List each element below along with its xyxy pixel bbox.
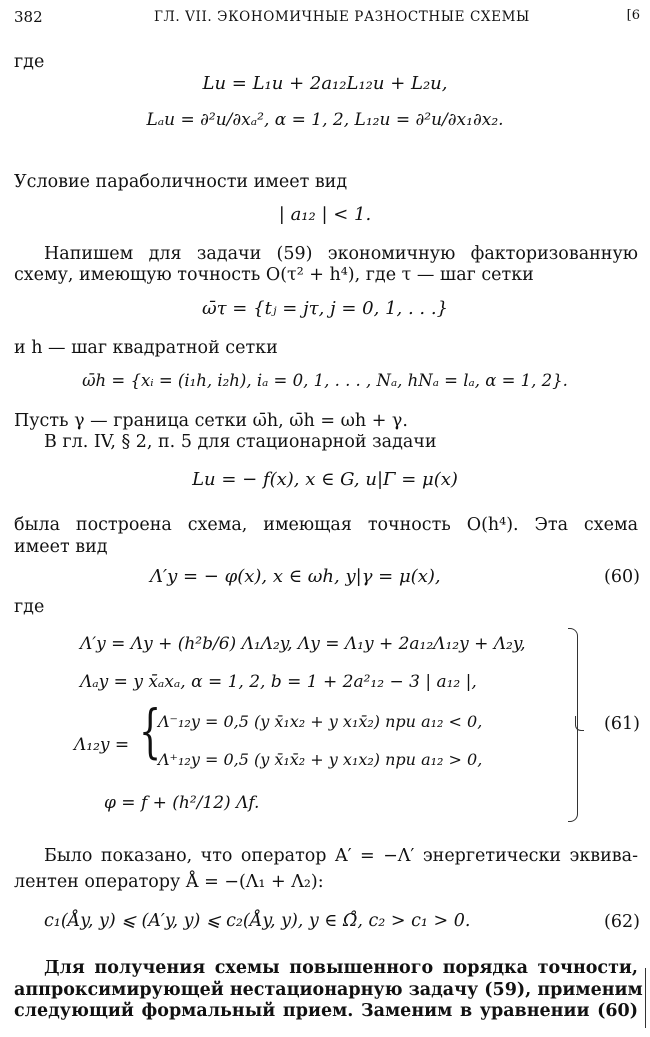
text-line: Пусть γ — граница сетки ω̄h, ω̄h = ωh + γ. [14,411,408,431]
text-line: имеет вид [14,537,108,557]
formula: Lₐu = ∂²u/∂xₐ², α = 1, 2, L₁₂u = ∂²u/∂x₁∂x₂. [146,110,504,130]
running-head: ГЛ. VII. ЭКОНОМИЧНЫЕ РАЗНОСТНЫЕ СХЕМЫ [154,9,530,25]
text-line: схему, имеющую точность O(τ² + h⁴), где τ — шаг сетки [14,265,534,285]
formula: ω̄τ = {tⱼ = jτ, j = 0, 1, . . .} [201,298,449,319]
equation-number: (62) [604,912,640,932]
page-number: 382 [14,8,43,26]
formula: Λ⁺₁₂y = 0,5 (y x̄₁x̄₂ + y x₁x₂) при a₁₂ > 0, [158,750,483,769]
formula: Λₐy = y x̄ₐxₐ, α = 1, 2, b = 1 + 2a²₁₂ − 3 | a₁₂ |, [80,672,477,692]
text-line: и h — шаг квадратной сетки [14,338,278,358]
formula: Λ′y = Λy + (h²b/6) Λ₁Λ₂y, Λy = Λ₁y + 2a₁₂Λ₁₂y + Λ₂y, [80,634,526,654]
equation-number: (61) [604,714,640,734]
text-line: где [14,52,45,72]
text-line: была построена схема, имеющая точность O(h⁴). Эта схема [14,515,638,535]
text-line: где [14,597,45,617]
formula: c₁(Åy, y) ⩽ (A′y, y) ⩽ c₂(Åy, y), y ∈ Ω̊, c₂ > c₁ > 0. [44,911,471,931]
right-brace-tip [575,716,584,731]
text-line: аппроксимирующей нестационарную задачу (59), применим [14,980,643,1000]
formula: φ = f + (h²/12) Λf. [104,793,260,813]
text-line: Было показано, что оператор A′ = −Λ′ энергетически эквива- [44,846,638,866]
margin-line [645,968,646,1028]
formula: Lu = L₁u + 2a₁₂L₁₂u + L₂u, [202,73,448,94]
formula: | a₁₂ | < 1. [278,204,372,225]
text-line: лентен оператору Å = −(Λ₁ + Λ₂): [14,872,324,892]
left-brace: { [139,697,162,765]
formula: Λ⁻₁₂y = 0,5 (y x̄₁x₂ + y x₁x̄₂) при a₁₂ < 0, [158,712,483,731]
formula: Λ₁₂y = [74,735,130,755]
text-line: Напишем для задачи (59) экономичную факторизованную [44,244,638,264]
formula: Λ′y = − φ(x), x ∈ ωh, y|γ = μ(x), [150,566,441,587]
equation-number: (60) [604,567,640,587]
page-header [14,8,640,30]
text-line: В гл. IV, § 2, п. 5 для стационарной задачи [44,432,437,452]
text-line: Для получения схемы повышенного порядка точности, [44,958,638,978]
formula: Lu = − f(x), x ∈ G, u|Γ = μ(x) [192,469,458,490]
formula: ω̄h = {xᵢ = (i₁h, i₂h), iₐ = 0, 1, . . . , Nₐ, hNₐ = lₐ, α = 1, 2}. [82,371,568,390]
text-line: следующий формальный прием. Заменим в уравнении (60) [14,1001,638,1021]
section-mark: [6 [626,8,640,23]
text-line: Условие параболичности имеет вид [14,172,348,192]
